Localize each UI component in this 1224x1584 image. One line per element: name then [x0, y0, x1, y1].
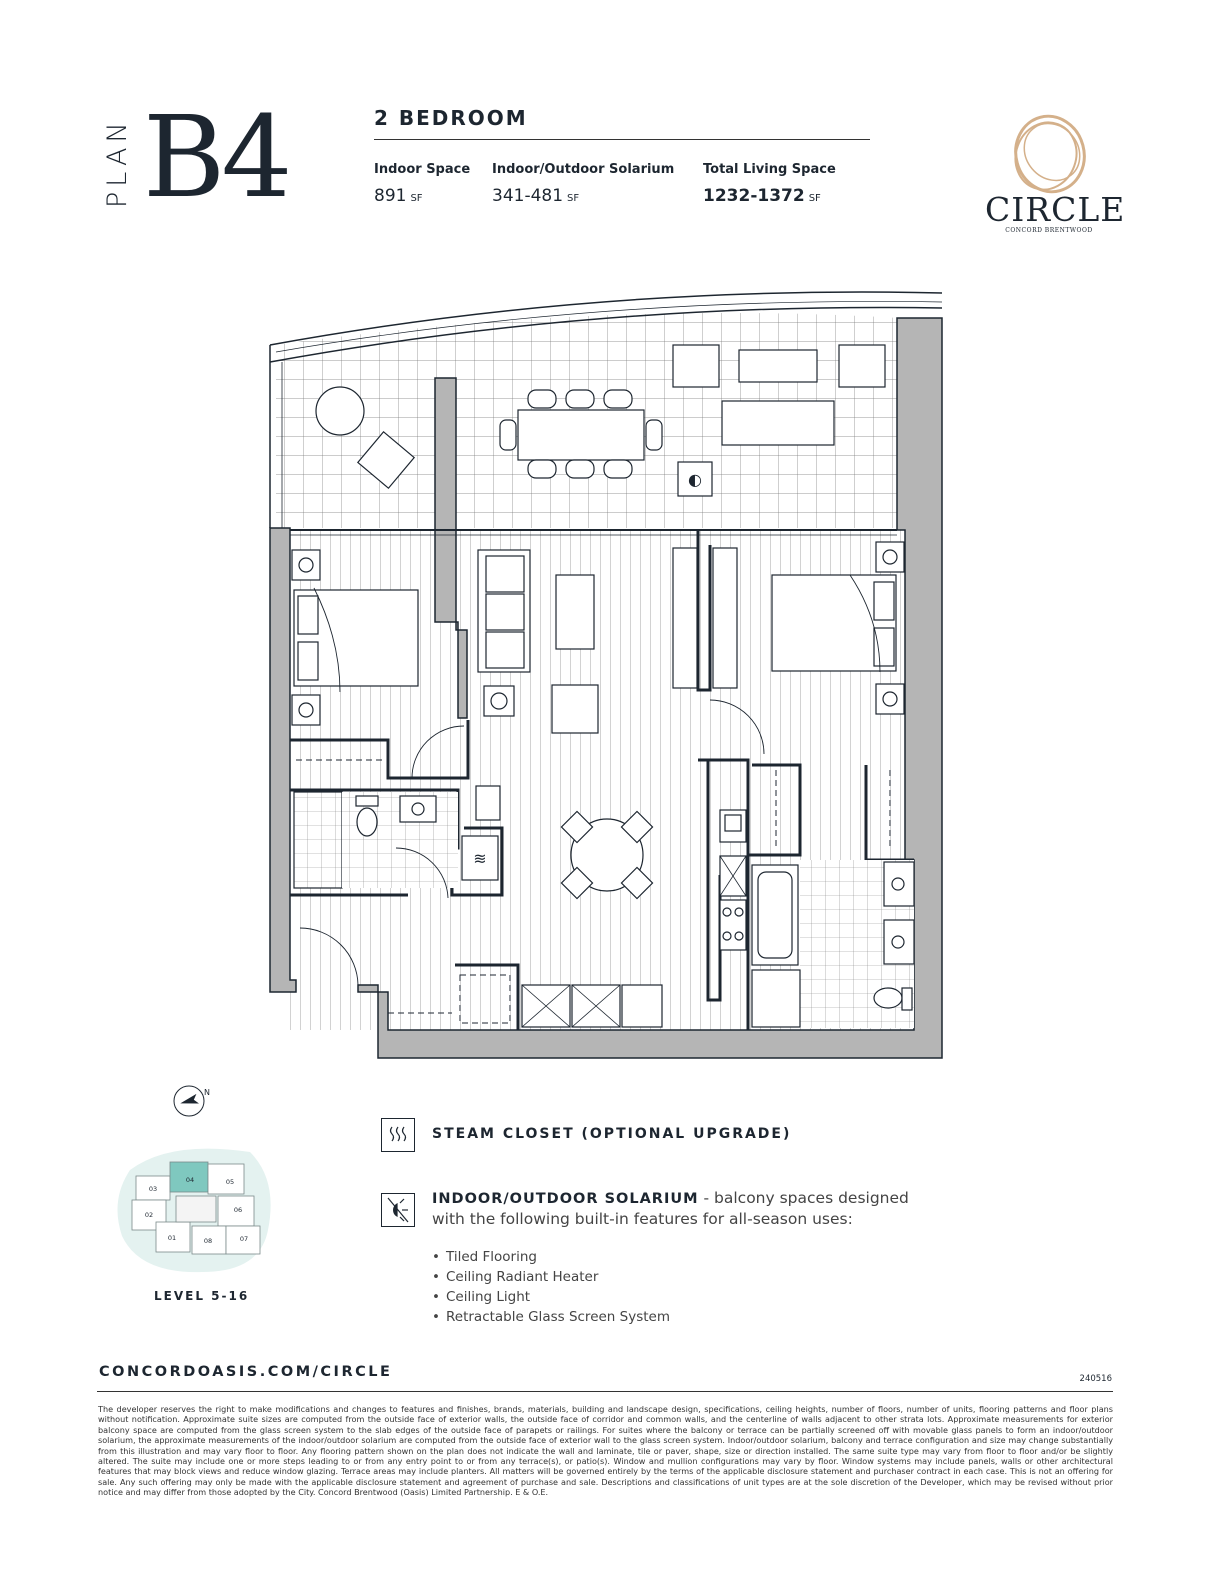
- total-space-label: Total Living Space: [703, 162, 836, 177]
- list-item: • Retractable Glass Screen System: [432, 1307, 670, 1327]
- keyplate-unit: 05: [225, 1178, 235, 1186]
- list-item: • Tiled Flooring: [432, 1247, 670, 1267]
- keyplate-unit: 08: [203, 1237, 213, 1245]
- disclaimer-text: The developer reserves the right to make modifications and changes to features and finishes, brands, materials, building and landscape design, specifications, ceiling heights, number of floors, number of units, flooring patterns and floor plans without notification. Approximate suite sizes are computed from the outside face of exterior walls, the outside face of corridor and common walls, and the centerline of walls adjacent to other strata lots. Approximate measurements for exterior balcony space are computed from the glass screen system to the slab edges of the outside face of parapets or railings. For suites where the balcony or terrace can be partially screened off with movable glass panels to form an indoor/outdoor solarium, the approximate measurements of the indoor/outdoor solarium are computed from the outside face of exterior wall to the glass screen system. Indoor/outdoor solarium, balcony and terrace configuration and size may change substantially from this illustration and may vary floor to floor. Any flooring pattern shown on the plan does not indicate the wall and laminate, tile or paver, shape, size or direction installed. The same suite type may vary from floor to floor and/or be slightly altered. The suite may include one or more steps leading to or from any entry point to or from any terrace(s), or patio(s). Window and mullion configurations may vary by floor. Window systems may include panels, walls or other architectural features that may block views and reduce window glazing. Terrace areas may include planters. All matters will be governed entirely by the terms of the applicable disclosure statement and purchaser contract in each case. This is not an offering for sale. Any such offering may only be made with the applicable disclosure statement and agreement of purchase and sale. Descriptions and classifications of unit types are at the sole discretion of the Developer, which may be revised without prior notice and may differ from those adopted by the City. Concord Brentwood (Oasis) Limited Partnership. E & O.E.: [98, 1404, 1113, 1498]
- total-space-value: 1232-1372 SF: [703, 186, 821, 206]
- floor-plan: [260, 285, 950, 1065]
- footer-divider: [97, 1391, 1113, 1392]
- keyplate-unit: 06: [233, 1206, 243, 1214]
- plan-label: PLAN: [102, 117, 133, 208]
- unit-type: 2 BEDROOM: [374, 106, 528, 130]
- keyplate-unit: 02: [144, 1211, 154, 1219]
- solarium-space-value: 341-481 SF: [492, 186, 580, 206]
- header-divider: [374, 139, 870, 140]
- solarium-heater-icon: ◐: [688, 470, 702, 489]
- svg-text:N: N: [204, 1088, 210, 1097]
- circle-logo-icon: [1008, 110, 1088, 198]
- list-item: • Ceiling Light: [432, 1287, 670, 1307]
- solarium-space-label: Indoor/Outdoor Solarium: [492, 162, 675, 177]
- keyplate-unit: 04: [185, 1176, 195, 1184]
- keyplate-unit: 03: [148, 1185, 158, 1193]
- document-code: 240516: [1079, 1374, 1112, 1384]
- solarium-legend-icon: [381, 1193, 415, 1227]
- indoor-space-label: Indoor Space: [374, 162, 471, 177]
- list-item: • Ceiling Radiant Heater: [432, 1267, 670, 1287]
- brand-name: CIRCLE: [985, 190, 1126, 229]
- level-label: LEVEL 5-16: [154, 1289, 250, 1303]
- steam-closet-legend-icon: [381, 1118, 415, 1152]
- keyplate: [110, 1140, 276, 1278]
- brand-subtitle: CONCORD BRENTWOOD: [1005, 227, 1093, 234]
- solarium-description: INDOOR/OUTDOOR SOLARIUM - balcony spaces designed with the following built-in features for all-season uses:: [432, 1189, 909, 1228]
- solarium-feature-list: [432, 1247, 670, 1327]
- steam-closet-legend-label: STEAM CLOSET (OPTIONAL UPGRADE): [432, 1126, 792, 1142]
- keyplate-unit: 07: [239, 1235, 249, 1243]
- steam-closet-icon: ≋: [473, 849, 487, 868]
- indoor-space-value: 891 SF: [374, 186, 423, 206]
- keyplate-unit: 01: [167, 1234, 177, 1242]
- website-link[interactable]: CONCORDOASIS.COM/CIRCLE: [99, 1364, 393, 1380]
- plan-code: B4: [143, 93, 289, 223]
- north-compass-icon: [172, 1082, 212, 1118]
